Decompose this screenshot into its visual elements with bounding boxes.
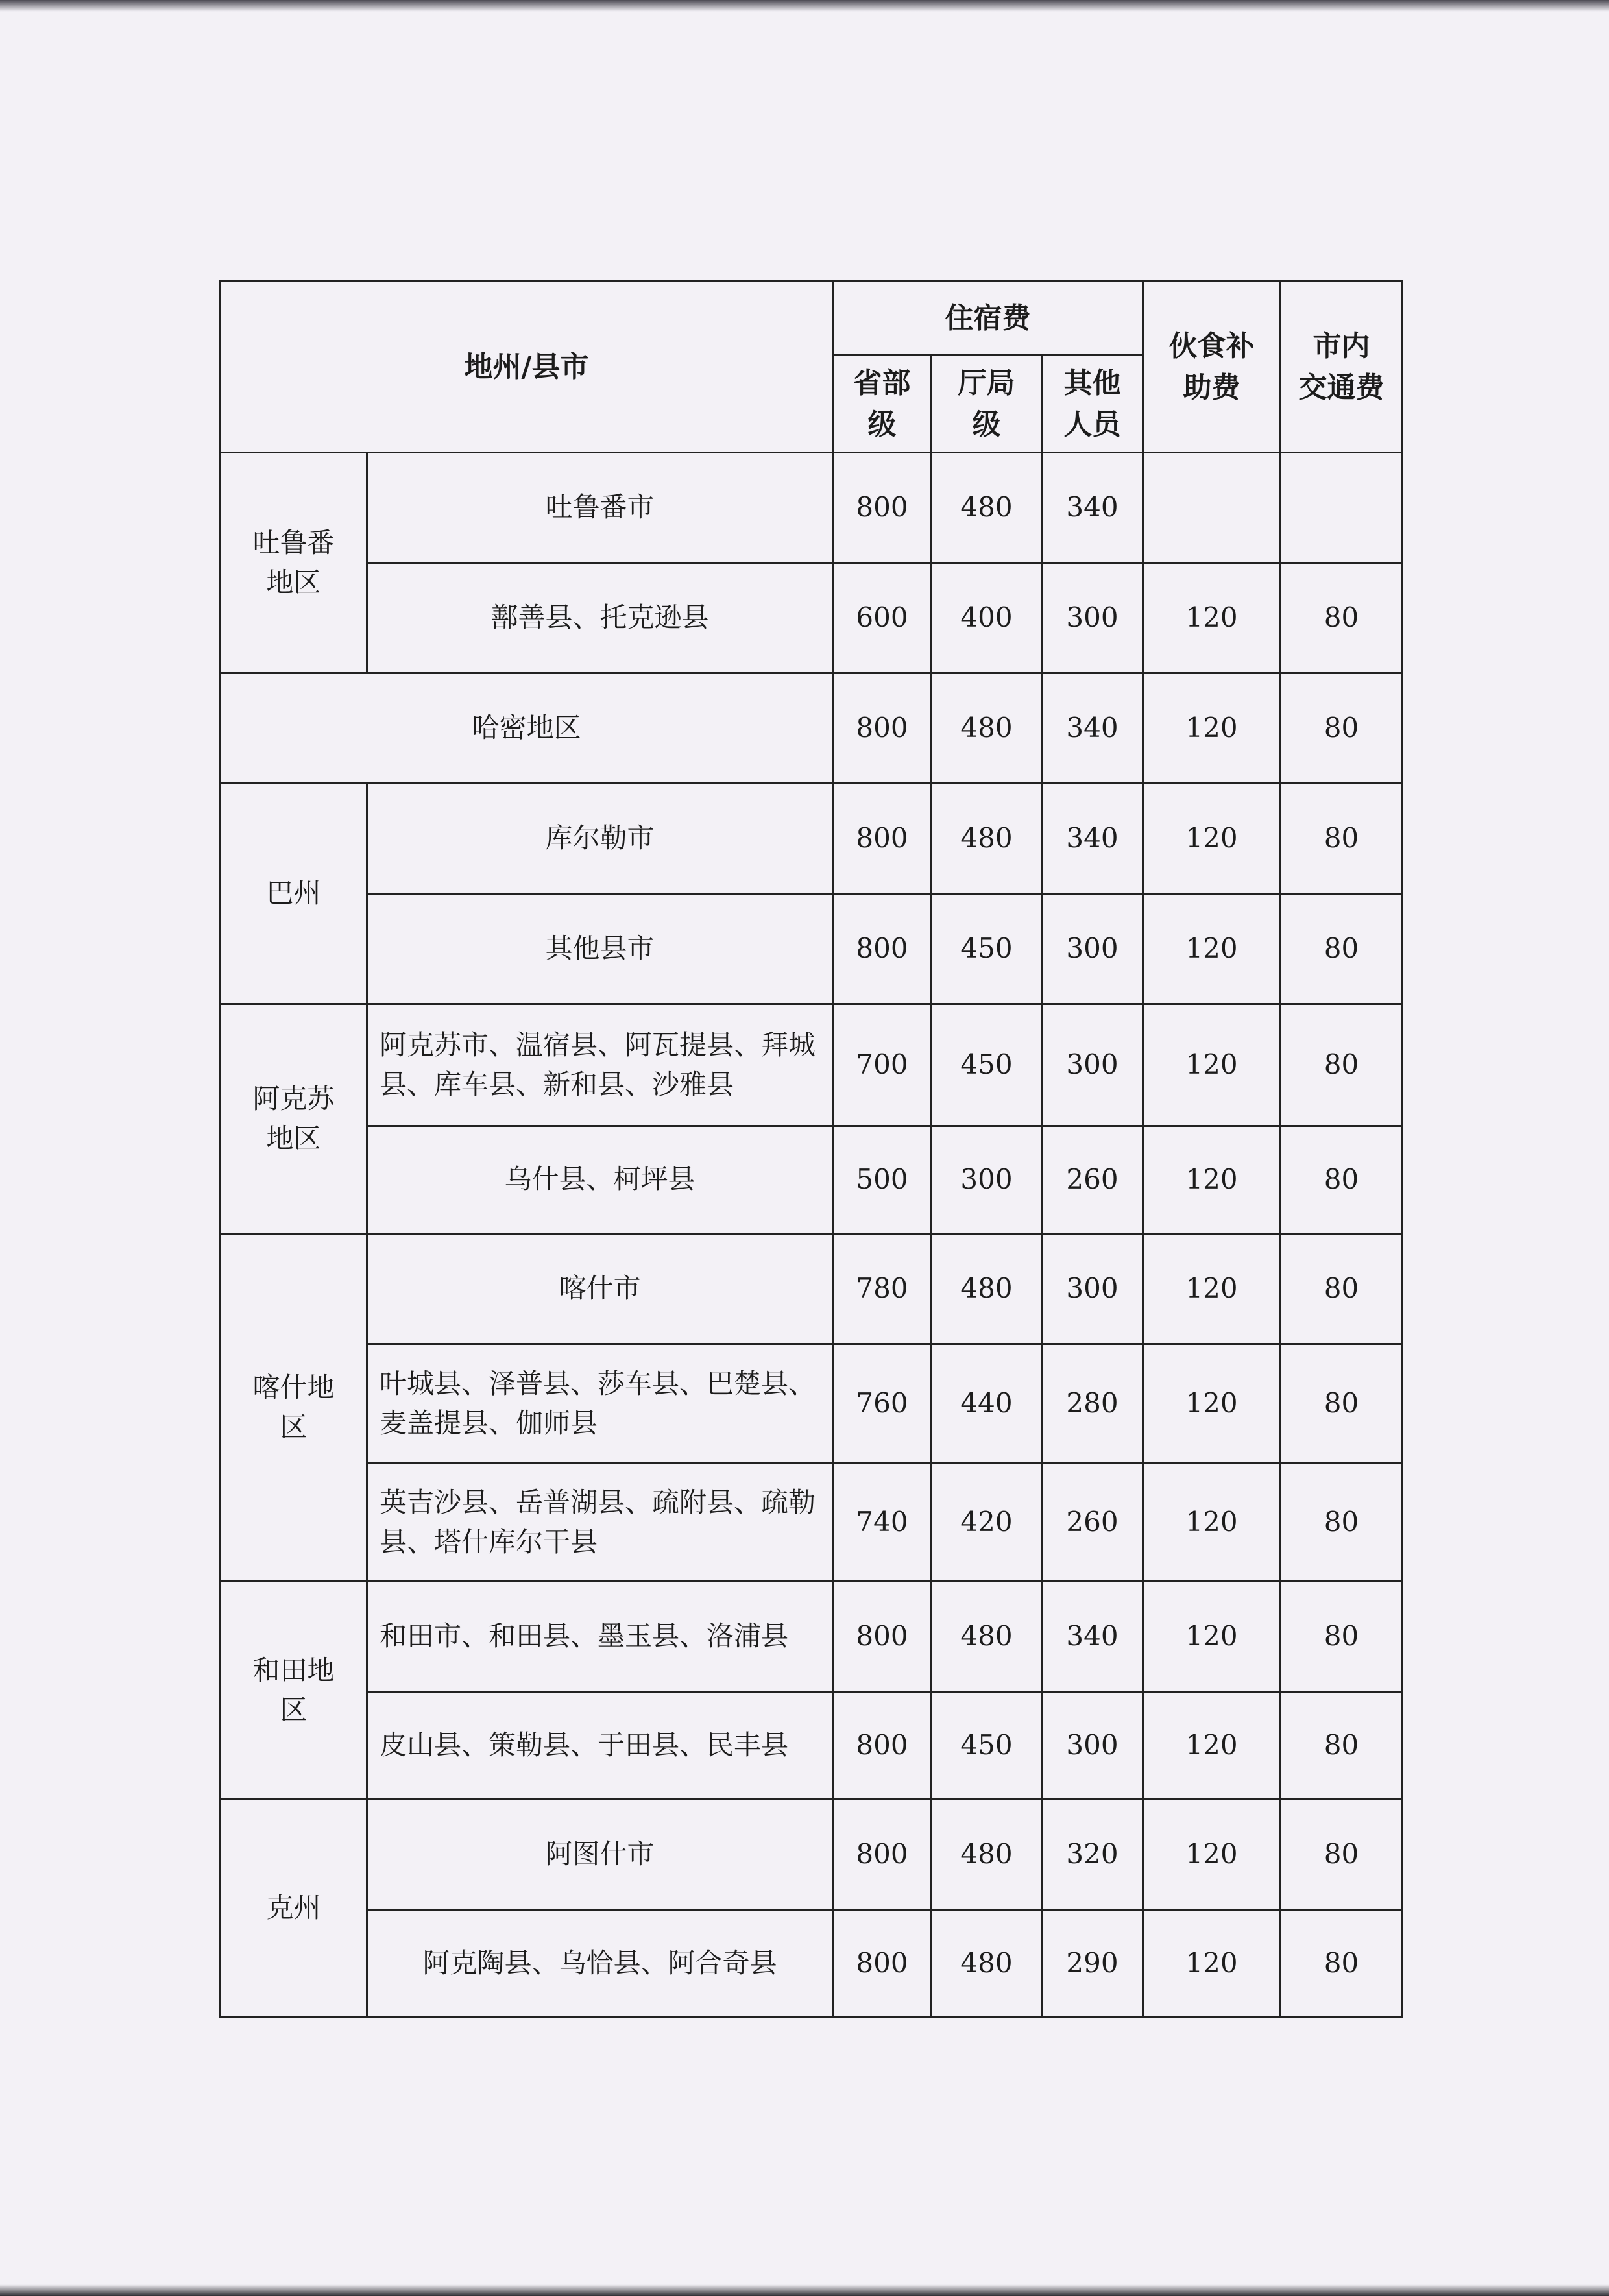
meal-cell — [1143, 453, 1281, 563]
bureau-cell: 480 — [932, 1910, 1042, 2018]
county-cell: 喀什市 — [367, 1234, 833, 1344]
provincial-cell: 800 — [833, 1910, 932, 2018]
bureau-cell: 480 — [932, 1800, 1042, 1910]
table-row — [221, 1126, 1403, 1234]
table-row — [221, 1910, 1403, 2018]
region-cell: 吐鲁番 地区 — [221, 453, 367, 673]
table-row — [221, 1004, 1403, 1126]
table-row — [221, 1464, 1403, 1582]
other-cell: 340 — [1042, 1582, 1143, 1692]
transport-cell — [1281, 453, 1403, 563]
table-row — [221, 1582, 1403, 1692]
other-cell: 300 — [1042, 1004, 1143, 1126]
other-cell: 340 — [1042, 784, 1143, 894]
transport-cell: 80 — [1281, 1344, 1403, 1464]
provincial-cell: 800 — [833, 894, 932, 1004]
provincial-cell: 800 — [833, 1692, 932, 1800]
provincial-cell: 500 — [833, 1126, 932, 1234]
county-cell: 吐鲁番市 — [367, 453, 833, 563]
county-cell: 阿克陶县、乌恰县、阿合奇县 — [367, 1910, 833, 2018]
bureau-cell: 450 — [932, 1004, 1042, 1126]
transport-cell: 80 — [1281, 1004, 1403, 1126]
header-bureau: 厅局 级 — [932, 356, 1042, 453]
meal-cell: 120 — [1143, 1800, 1281, 1910]
provincial-cell: 780 — [833, 1234, 932, 1344]
meal-cell: 120 — [1143, 1692, 1281, 1800]
meal-cell: 120 — [1143, 1126, 1281, 1234]
table-row — [221, 673, 1403, 784]
table-row — [221, 894, 1403, 1004]
transport-cell: 80 — [1281, 894, 1403, 1004]
header-meal: 伙食补 助费 — [1143, 282, 1281, 453]
county-cell: 鄯善县、托克逊县 — [367, 563, 833, 673]
transport-cell: 80 — [1281, 673, 1403, 784]
other-cell: 340 — [1042, 453, 1143, 563]
header-region: 地州/县市 — [221, 282, 833, 453]
fee-table — [219, 280, 1403, 2018]
provincial-cell: 800 — [833, 673, 932, 784]
other-cell: 340 — [1042, 673, 1143, 784]
header-transport: 市内 交通费 — [1281, 282, 1403, 453]
bureau-cell: 480 — [932, 784, 1042, 894]
provincial-cell: 800 — [833, 784, 932, 894]
header-other: 其他 人员 — [1042, 356, 1143, 453]
transport-cell: 80 — [1281, 1910, 1403, 2018]
bureau-cell: 450 — [932, 1692, 1042, 1800]
meal-cell: 120 — [1143, 673, 1281, 784]
table-row — [221, 1344, 1403, 1464]
meal-cell: 120 — [1143, 1004, 1281, 1126]
table-row — [221, 1234, 1403, 1344]
bureau-cell: 400 — [932, 563, 1042, 673]
provincial-cell: 800 — [833, 1582, 932, 1692]
county-cell: 阿图什市 — [367, 1800, 833, 1910]
other-cell: 260 — [1042, 1126, 1143, 1234]
transport-cell: 80 — [1281, 1692, 1403, 1800]
meal-cell: 120 — [1143, 784, 1281, 894]
provincial-cell: 800 — [833, 453, 932, 563]
transport-cell: 80 — [1281, 1464, 1403, 1582]
table-row — [221, 563, 1403, 673]
transport-cell: 80 — [1281, 1234, 1403, 1344]
table-row — [221, 1800, 1403, 1910]
other-cell: 300 — [1042, 894, 1143, 1004]
other-cell: 260 — [1042, 1464, 1143, 1582]
bureau-cell: 450 — [932, 894, 1042, 1004]
meal-cell: 120 — [1143, 1464, 1281, 1582]
bureau-cell: 480 — [932, 673, 1042, 784]
county-cell: 皮山县、策勒县、于田县、民丰县 — [367, 1692, 833, 1800]
header-provincial: 省部 级 — [833, 356, 932, 453]
meal-cell: 120 — [1143, 1910, 1281, 2018]
meal-cell: 120 — [1143, 1234, 1281, 1344]
region-cell: 喀什地 区 — [221, 1234, 367, 1582]
bureau-cell: 480 — [932, 1582, 1042, 1692]
other-cell: 300 — [1042, 563, 1143, 673]
scan-edge-bottom — [0, 2284, 1609, 2296]
county-cell: 其他县市 — [367, 894, 833, 1004]
table-row — [221, 1692, 1403, 1800]
provincial-cell: 700 — [833, 1004, 932, 1126]
provincial-cell: 600 — [833, 563, 932, 673]
county-cell: 和田市、和田县、墨玉县、洛浦县 — [367, 1582, 833, 1692]
region-cell: 哈密地区 — [221, 673, 833, 784]
provincial-cell: 800 — [833, 1800, 932, 1910]
bureau-cell: 440 — [932, 1344, 1042, 1464]
other-cell: 300 — [1042, 1234, 1143, 1344]
meal-cell: 120 — [1143, 894, 1281, 1004]
bureau-cell: 480 — [932, 1234, 1042, 1344]
county-cell: 阿克苏市、温宿县、阿瓦提县、拜城县、库车县、新和县、沙雅县 — [367, 1004, 833, 1126]
transport-cell: 80 — [1281, 784, 1403, 894]
transport-cell: 80 — [1281, 1126, 1403, 1234]
other-cell: 280 — [1042, 1344, 1143, 1464]
scan-edge-top — [0, 0, 1609, 12]
region-cell: 克州 — [221, 1800, 367, 2018]
table-row — [221, 453, 1403, 563]
provincial-cell: 760 — [833, 1344, 932, 1464]
region-cell: 巴州 — [221, 784, 367, 1004]
bureau-cell: 420 — [932, 1464, 1042, 1582]
table-row — [221, 784, 1403, 894]
header-lodging: 住宿费 — [833, 282, 1143, 356]
other-cell: 290 — [1042, 1910, 1143, 2018]
other-cell: 320 — [1042, 1800, 1143, 1910]
transport-cell: 80 — [1281, 563, 1403, 673]
bureau-cell: 480 — [932, 453, 1042, 563]
provincial-cell: 740 — [833, 1464, 932, 1582]
county-cell: 叶城县、泽普县、莎车县、巴楚县、麦盖提县、伽师县 — [367, 1344, 833, 1464]
county-cell: 英吉沙县、岳普湖县、疏附县、疏勒县、塔什库尔干县 — [367, 1464, 833, 1582]
region-cell: 阿克苏 地区 — [221, 1004, 367, 1234]
meal-cell: 120 — [1143, 563, 1281, 673]
transport-cell: 80 — [1281, 1800, 1403, 1910]
meal-cell: 120 — [1143, 1344, 1281, 1464]
county-cell: 库尔勒市 — [367, 784, 833, 894]
meal-cell: 120 — [1143, 1582, 1281, 1692]
region-cell: 和田地 区 — [221, 1582, 367, 1800]
other-cell: 300 — [1042, 1692, 1143, 1800]
bureau-cell: 300 — [932, 1126, 1042, 1234]
header-row-top — [221, 282, 1403, 356]
county-cell: 乌什县、柯坪县 — [367, 1126, 833, 1234]
transport-cell: 80 — [1281, 1582, 1403, 1692]
